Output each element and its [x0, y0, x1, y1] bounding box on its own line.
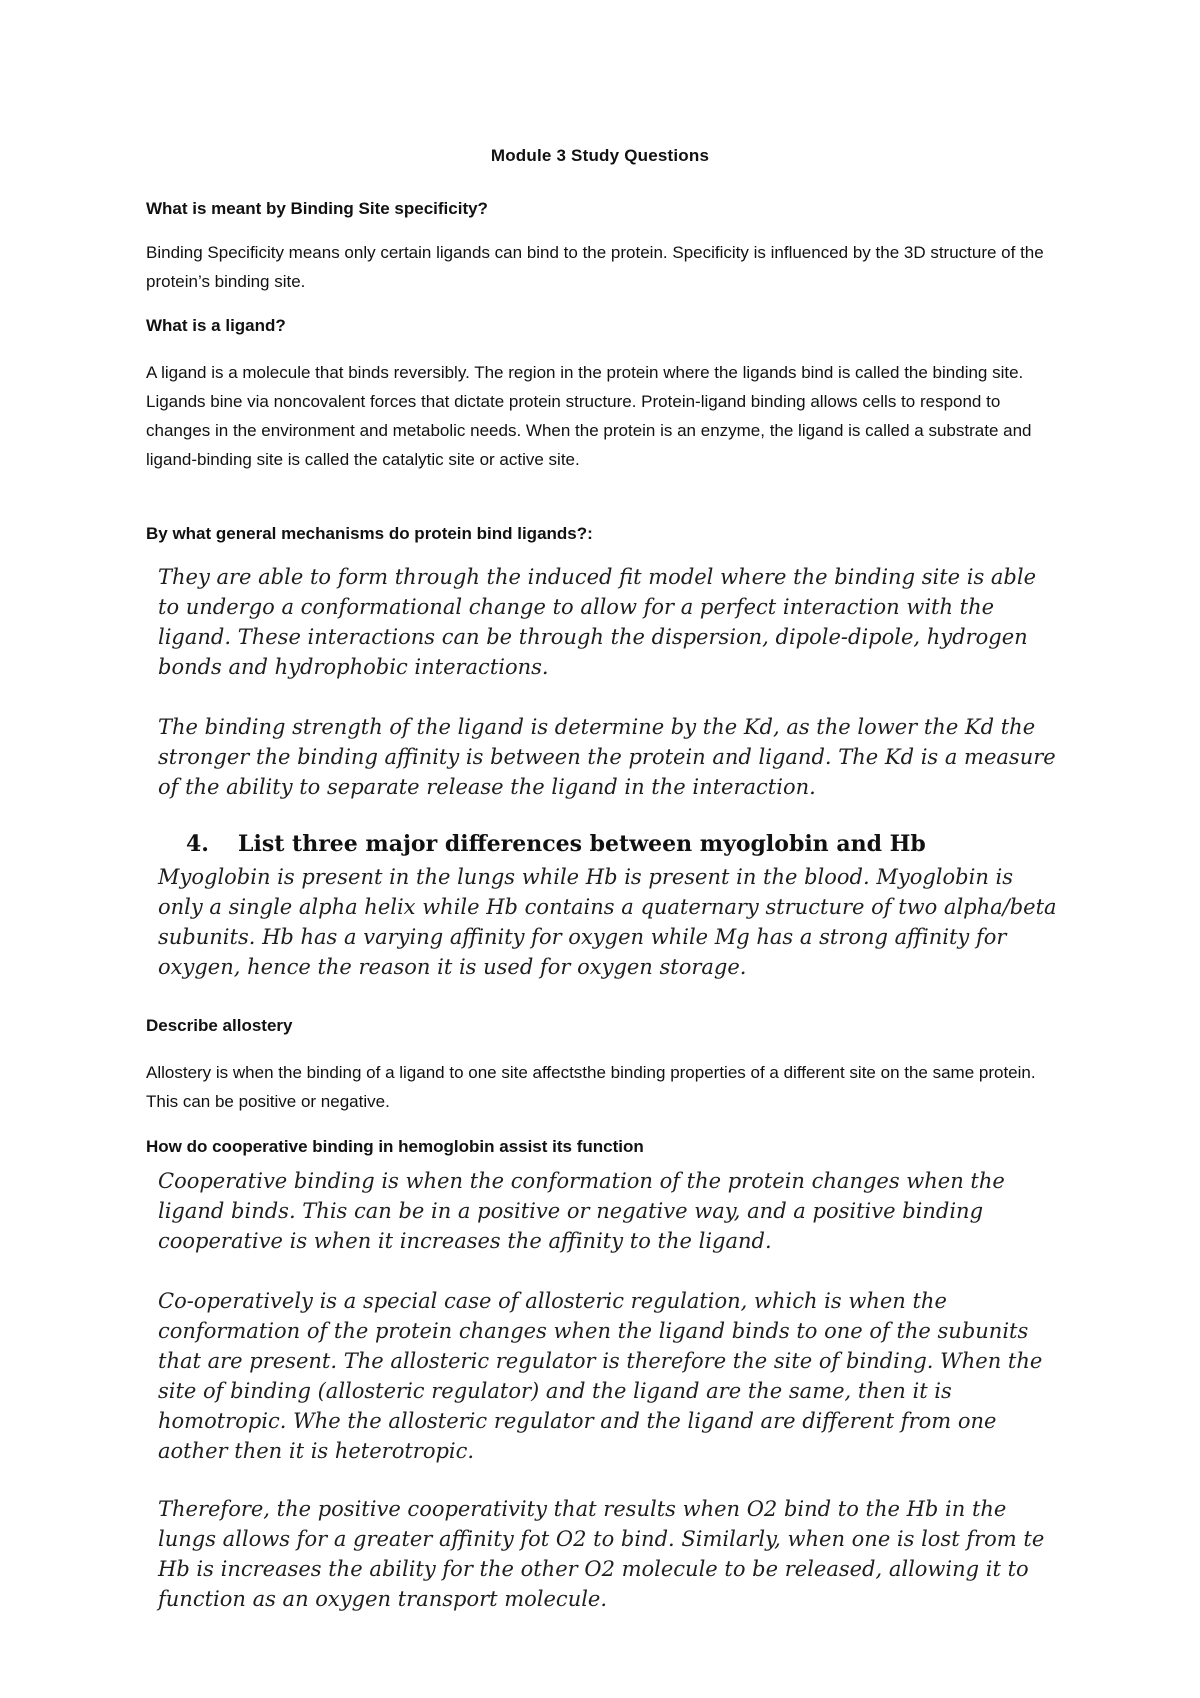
- question-allostery: Describe allostery: [146, 1016, 293, 1035]
- answer-cooperative-binding-3: Therefore, the positive cooperativity that results when O2 bind to the Hb in the lungs allows for a greater affinity fot O2 to bind. Similarly, when one is lost from te Hb is increases the ability for the other O2 molecule to be released, allowing it to function as an oxygen transport molecule.: [158, 1497, 1045, 1611]
- answer-cooperative-binding-2: Co-operatively is a special case of allosteric regulation, which is when the conformation of the protein changes when the ligand binds to one of the subunits that are present. The allosteric regulator is therefore the site of binding. When the site of binding (allosteric regulator) and the ligand are the same, then it is homotropic. Whe the allosteric regulator and the ligand are different from one aother then it is heterotropic.: [158, 1289, 1043, 1463]
- answer-ligand: A ligand is a molecule that binds reversibly. The region in the protein where the ligands bind is called the binding site. Ligands bine via noncovalent forces that dictate protein structure. Protein-ligand binding allows cells to respond to changes in the environment and metabolic needs. When the protein is an enzyme, the ligand is called a substrate and ligand-binding site is called the catalytic site or active site.: [146, 363, 1032, 469]
- answer-binding-mechanisms-2: The binding strength of the ligand is determine by the Kd, as the lower the Kd the stronger the binding affinity is between the protein and ligand. The Kd is a measure of the ability to separate release the ligand in the interaction.: [158, 715, 1056, 799]
- page-title: Module 3 Study Questions: [490, 146, 710, 165]
- question-number: 4.: [186, 831, 209, 857]
- answer-binding-mechanisms-1: They are able to form through the induced fit model where the binding site is able to undergo a conformational change to allow for a perfect interaction with the ligand. These interactions can be through the dispersion, dipole-dipole, hydrogen bonds and hydrophobic interactions.: [158, 565, 1037, 679]
- question-cooperative-binding: How do cooperative binding in hemoglobin assist its function: [146, 1137, 644, 1156]
- question-ligand: What is a ligand?: [146, 316, 286, 335]
- question-myoglobin-hb: [186, 831, 1066, 857]
- answer-myoglobin-hb: Myoglobin is present in the lungs while Hb is present in the blood. Myoglobin is only a single alpha helix while Hb contains a quaternary structure of two alpha/beta subunits. Hb has a varying affinity for oxygen while Mg has a strong affinity for oxygen, hence the reason it is used for oxygen storage.: [158, 865, 1057, 979]
- question-myoglobin-hb-text: List three major differences between myoglobin and Hb: [238, 831, 926, 857]
- answer-cooperative-binding-1: Cooperative binding is when the conformation of the protein changes when the ligand binds. This can be in a positive or negative way, and a positive binding cooperative is when it increases the affinity to the ligand.: [158, 1169, 1005, 1253]
- question-binding-specificity: What is meant by Binding Site specificity?: [146, 199, 488, 218]
- answer-allostery: Allostery is when the binding of a ligand to one site affectsthe binding properties of a different site on the same protein. This can be positive or negative.: [146, 1063, 1036, 1111]
- answer-binding-specificity: Binding Specificity means only certain ligands can bind to the protein. Specificity is influenced by the 3D structure of the protein’s binding site.: [146, 243, 1044, 291]
- question-binding-mechanisms: By what general mechanisms do protein bind ligands?:: [146, 524, 593, 543]
